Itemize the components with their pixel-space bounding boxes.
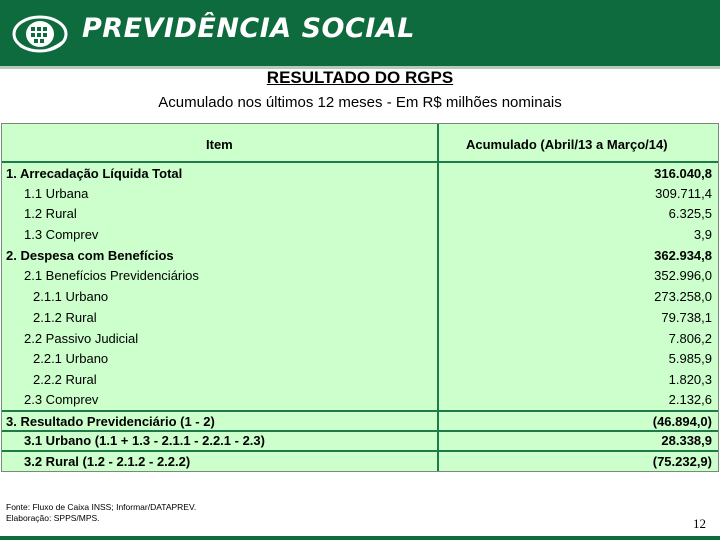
- row-value: 28.338,9: [661, 433, 712, 448]
- row-label: 1.2 Rural: [24, 206, 77, 221]
- page-number: 12: [693, 516, 706, 531]
- rgps-table: [1, 123, 719, 472]
- row-value: 352.996,0: [654, 268, 712, 283]
- header-bar: [0, 0, 720, 66]
- page-title: RESULTADO DO RGPS: [266, 68, 454, 87]
- row-label: 3.1 Urbano (1.1 + 1.3 - 2.1.1 - 2.2.1 - 2.3): [24, 433, 265, 448]
- row-label: 2.1 Benefícios Previdenciários: [24, 268, 199, 283]
- row-value: 5.985,9: [668, 351, 712, 366]
- table-row: [2, 164, 718, 184]
- table-row: [2, 412, 718, 432]
- row-value: 2.132,6: [668, 392, 712, 407]
- row-label: 1.1 Urbana: [24, 186, 89, 201]
- previdencia-logo-icon: [12, 14, 68, 54]
- prepared-note: Elaboração: SPPS/MPS.: [6, 513, 100, 523]
- page-subtitle: Acumulado nos últimos 12 meses - Em R$ milhões nominais: [158, 94, 562, 111]
- source-note: Fonte: Fluxo de Caixa INSS; Informar/DATAPREV.: [6, 502, 197, 512]
- row-value: (46.894,0): [652, 414, 712, 429]
- table-row: [2, 225, 718, 245]
- row-rule: [2, 430, 718, 432]
- table-row: [2, 246, 718, 266]
- row-value: 362.934,8: [654, 248, 712, 263]
- table-row: [2, 370, 718, 390]
- row-value: (75.232,9): [652, 454, 712, 469]
- row-rule: [2, 450, 718, 452]
- row-label: 2.1.1 Urbano: [33, 289, 109, 304]
- row-value: 79.738,1: [661, 310, 712, 325]
- row-label: 2.2.2 Rural: [33, 372, 97, 387]
- table-row: [2, 329, 718, 349]
- row-rule: [2, 410, 718, 412]
- footnote: [6, 502, 196, 524]
- row-label: 3.2 Rural (1.2 - 2.1.2 - 2.2.2): [24, 454, 191, 469]
- brand-title: PREVIDÊNCIA SOCIAL: [82, 13, 415, 44]
- table-row: [2, 431, 718, 451]
- row-value: 309.711,4: [655, 186, 712, 201]
- table-row: [2, 204, 718, 224]
- table-row: [2, 308, 718, 328]
- row-value: 7.806,2: [668, 331, 712, 346]
- row-label: 2.1.2 Rural: [33, 310, 97, 325]
- column-header-value: Acumulado (Abril/13 a Março/14): [466, 137, 668, 152]
- table-row: [2, 287, 718, 307]
- table-row: [2, 349, 718, 369]
- table-row: [2, 390, 718, 410]
- row-value: 1.820,3: [668, 372, 712, 387]
- table-row: [2, 452, 718, 472]
- row-label: 2. Despesa com Benefícios: [6, 248, 174, 263]
- row-label: 3. Resultado Previdenciário (1 - 2): [6, 414, 215, 429]
- row-label: 2.2.1 Urbano: [33, 351, 109, 366]
- row-value: 3,9: [693, 227, 712, 242]
- footer-bar: [0, 536, 720, 540]
- header-rule: [2, 161, 718, 163]
- row-label: 2.3 Comprev: [24, 392, 99, 407]
- row-value: 273.258,0: [654, 289, 712, 304]
- row-label: 2.2 Passivo Judicial: [24, 331, 139, 346]
- column-header-item: Item: [206, 137, 233, 152]
- table-row: [2, 266, 718, 286]
- row-value: 316.040,8: [654, 166, 712, 181]
- row-label: 1.3 Comprev: [24, 227, 99, 242]
- table-row: [2, 184, 718, 204]
- row-label: 1. Arrecadação Líquida Total: [6, 166, 183, 181]
- row-value: 6.325,5: [668, 206, 712, 221]
